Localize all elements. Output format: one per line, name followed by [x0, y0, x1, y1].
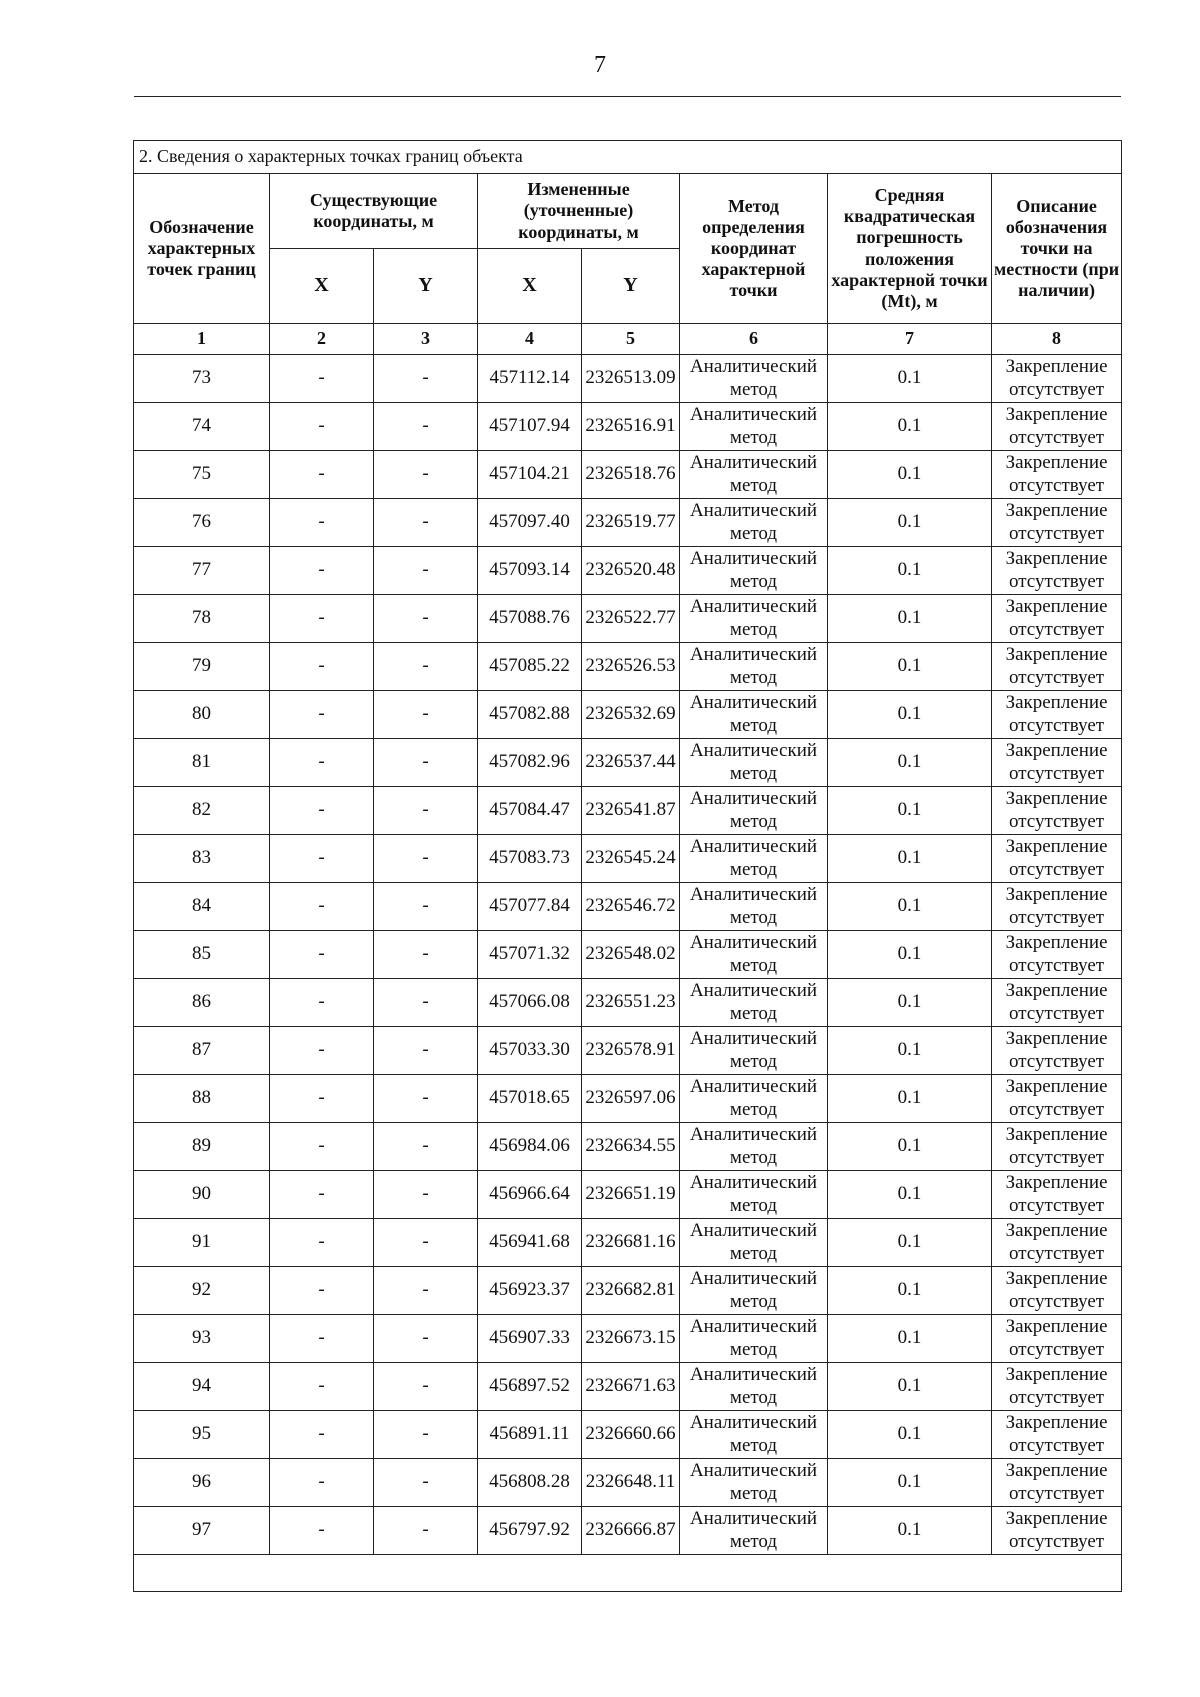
changed-x: 456797.92 — [478, 1507, 582, 1555]
existing-x: - — [270, 883, 374, 931]
changed-x: 457088.76 — [478, 595, 582, 643]
method: Аналитический метод — [680, 1411, 828, 1459]
header-point-designation: Обозначение характерных точек границ — [134, 174, 270, 324]
existing-x: - — [270, 739, 374, 787]
table-row — [134, 595, 1122, 643]
changed-y: 2326522.77 — [582, 595, 680, 643]
mean-error: 0.1 — [828, 1411, 992, 1459]
method: Аналитический метод — [680, 1123, 828, 1171]
column-number: 1 — [134, 324, 270, 355]
existing-x: - — [270, 1075, 374, 1123]
changed-y: 2326546.72 — [582, 883, 680, 931]
point-id: 76 — [134, 499, 270, 547]
table-row — [134, 355, 1122, 403]
changed-x: 457093.14 — [478, 547, 582, 595]
existing-x: - — [270, 1123, 374, 1171]
existing-y: - — [374, 691, 478, 739]
point-id: 87 — [134, 1027, 270, 1075]
changed-y: 2326682.81 — [582, 1267, 680, 1315]
changed-y: 2326651.19 — [582, 1171, 680, 1219]
description: Закрепление отсутствует — [992, 787, 1122, 835]
mean-error: 0.1 — [828, 1315, 992, 1363]
table-row — [134, 1123, 1122, 1171]
mean-error: 0.1 — [828, 787, 992, 835]
point-id: 89 — [134, 1123, 270, 1171]
existing-x: - — [270, 355, 374, 403]
table-row — [134, 1027, 1122, 1075]
changed-y: 2326516.91 — [582, 403, 680, 451]
description: Закрепление отсутствует — [992, 931, 1122, 979]
existing-y: - — [374, 979, 478, 1027]
method: Аналитический метод — [680, 931, 828, 979]
existing-x: - — [270, 1459, 374, 1507]
changed-y: 2326537.44 — [582, 739, 680, 787]
existing-x: - — [270, 1507, 374, 1555]
column-number: 3 — [374, 324, 478, 355]
header-existing-y: Y — [374, 249, 478, 324]
changed-y: 2326545.24 — [582, 835, 680, 883]
description: Закрепление отсутствует — [992, 355, 1122, 403]
changed-x: 457097.40 — [478, 499, 582, 547]
description: Закрепление отсутствует — [992, 499, 1122, 547]
description: Закрепление отсутствует — [992, 979, 1122, 1027]
changed-x: 457018.65 — [478, 1075, 582, 1123]
changed-x: 456923.37 — [478, 1267, 582, 1315]
point-id: 86 — [134, 979, 270, 1027]
header-rule — [134, 96, 1121, 97]
existing-x: - — [270, 403, 374, 451]
existing-x: - — [270, 1219, 374, 1267]
changed-x: 457112.14 — [478, 355, 582, 403]
existing-x: - — [270, 979, 374, 1027]
table-row — [134, 1267, 1122, 1315]
description: Закрепление отсутствует — [992, 1219, 1122, 1267]
table-row — [134, 691, 1122, 739]
point-id: 95 — [134, 1411, 270, 1459]
existing-y: - — [374, 1267, 478, 1315]
description: Закрепление отсутствует — [992, 451, 1122, 499]
existing-y: - — [374, 403, 478, 451]
changed-y: 2326532.69 — [582, 691, 680, 739]
point-id: 93 — [134, 1315, 270, 1363]
changed-y: 2326548.02 — [582, 931, 680, 979]
changed-y: 2326634.55 — [582, 1123, 680, 1171]
existing-y: - — [374, 643, 478, 691]
existing-y: - — [374, 1171, 478, 1219]
header-existing-coords: Существующие координаты, м — [270, 174, 478, 249]
table-row — [134, 1411, 1122, 1459]
point-id: 77 — [134, 547, 270, 595]
existing-x: - — [270, 1171, 374, 1219]
point-id: 80 — [134, 691, 270, 739]
existing-x: - — [270, 643, 374, 691]
mean-error: 0.1 — [828, 1363, 992, 1411]
description: Закрепление отсутствует — [992, 403, 1122, 451]
mean-error: 0.1 — [828, 1459, 992, 1507]
column-number: 2 — [270, 324, 374, 355]
mean-error: 0.1 — [828, 691, 992, 739]
existing-x: - — [270, 595, 374, 643]
point-id: 85 — [134, 931, 270, 979]
description: Закрепление отсутствует — [992, 691, 1122, 739]
description: Закрепление отсутствует — [992, 1363, 1122, 1411]
point-id: 75 — [134, 451, 270, 499]
point-id: 84 — [134, 883, 270, 931]
method: Аналитический метод — [680, 739, 828, 787]
point-id: 79 — [134, 643, 270, 691]
table-row — [134, 979, 1122, 1027]
changed-y: 2326648.11 — [582, 1459, 680, 1507]
header-description: Описание обозначения точки на местности (при наличии) — [992, 174, 1122, 324]
mean-error: 0.1 — [828, 595, 992, 643]
point-id: 90 — [134, 1171, 270, 1219]
changed-y: 2326513.09 — [582, 355, 680, 403]
table-row — [134, 1171, 1122, 1219]
description: Закрепление отсутствует — [992, 1411, 1122, 1459]
point-id: 97 — [134, 1507, 270, 1555]
existing-x: - — [270, 835, 374, 883]
mean-error: 0.1 — [828, 547, 992, 595]
changed-y: 2326518.76 — [582, 451, 680, 499]
method: Аналитический метод — [680, 499, 828, 547]
changed-y: 2326671.63 — [582, 1363, 680, 1411]
description: Закрепление отсутствует — [992, 643, 1122, 691]
point-id: 91 — [134, 1219, 270, 1267]
changed-y: 2326597.06 — [582, 1075, 680, 1123]
method: Аналитический метод — [680, 979, 828, 1027]
changed-x: 457082.96 — [478, 739, 582, 787]
header-method: Метод определения координат характерной точки — [680, 174, 828, 324]
table-row — [134, 643, 1122, 691]
changed-y: 2326520.48 — [582, 547, 680, 595]
method: Аналитический метод — [680, 1507, 828, 1555]
description: Закрепление отсутствует — [992, 595, 1122, 643]
mean-error: 0.1 — [828, 355, 992, 403]
changed-x: 457082.88 — [478, 691, 582, 739]
mean-error: 0.1 — [828, 1267, 992, 1315]
changed-x: 457071.32 — [478, 931, 582, 979]
changed-y: 2326526.53 — [582, 643, 680, 691]
changed-x: 457084.47 — [478, 787, 582, 835]
column-number: 8 — [992, 324, 1122, 355]
existing-y: - — [374, 1507, 478, 1555]
changed-y: 2326541.87 — [582, 787, 680, 835]
point-id: 81 — [134, 739, 270, 787]
existing-y: - — [374, 1315, 478, 1363]
table-footer-empty-row — [134, 1555, 1122, 1592]
existing-y: - — [374, 1075, 478, 1123]
existing-x: - — [270, 931, 374, 979]
mean-error: 0.1 — [828, 403, 992, 451]
existing-y: - — [374, 1219, 478, 1267]
description: Закрепление отсутствует — [992, 1027, 1122, 1075]
description: Закрепление отсутствует — [992, 547, 1122, 595]
point-id: 94 — [134, 1363, 270, 1411]
existing-y: - — [374, 595, 478, 643]
method: Аналитический метод — [680, 1219, 828, 1267]
existing-x: - — [270, 1411, 374, 1459]
table-row — [134, 403, 1122, 451]
mean-error: 0.1 — [828, 451, 992, 499]
existing-y: - — [374, 1363, 478, 1411]
existing-x: - — [270, 1363, 374, 1411]
method: Аналитический метод — [680, 547, 828, 595]
mean-error: 0.1 — [828, 931, 992, 979]
description: Закрепление отсутствует — [992, 1507, 1122, 1555]
mean-error: 0.1 — [828, 1219, 992, 1267]
changed-x: 457033.30 — [478, 1027, 582, 1075]
column-number: 6 — [680, 324, 828, 355]
mean-error: 0.1 — [828, 739, 992, 787]
mean-error: 0.1 — [828, 1123, 992, 1171]
table-row — [134, 787, 1122, 835]
method: Аналитический метод — [680, 355, 828, 403]
table-row — [134, 1315, 1122, 1363]
header-changed-x: X — [478, 249, 582, 324]
point-id: 78 — [134, 595, 270, 643]
method: Аналитический метод — [680, 1315, 828, 1363]
description: Закрепление отсутствует — [992, 883, 1122, 931]
changed-x: 456808.28 — [478, 1459, 582, 1507]
mean-error: 0.1 — [828, 1171, 992, 1219]
method: Аналитический метод — [680, 691, 828, 739]
method: Аналитический метод — [680, 883, 828, 931]
point-id: 83 — [134, 835, 270, 883]
section-title: 2. Сведения о характерных точках границ объекта — [134, 141, 1122, 174]
column-number: 7 — [828, 324, 992, 355]
existing-x: - — [270, 1027, 374, 1075]
changed-x: 456907.33 — [478, 1315, 582, 1363]
mean-error: 0.1 — [828, 835, 992, 883]
method: Аналитический метод — [680, 643, 828, 691]
boundary-points-table — [133, 140, 1122, 1592]
existing-y: - — [374, 739, 478, 787]
method: Аналитический метод — [680, 1075, 828, 1123]
mean-error: 0.1 — [828, 1027, 992, 1075]
method: Аналитический метод — [680, 1171, 828, 1219]
existing-y: - — [374, 931, 478, 979]
description: Закрепление отсутствует — [992, 1171, 1122, 1219]
point-id: 74 — [134, 403, 270, 451]
description: Закрепление отсутствует — [992, 1075, 1122, 1123]
column-number: 4 — [478, 324, 582, 355]
changed-x: 456984.06 — [478, 1123, 582, 1171]
changed-x: 457104.21 — [478, 451, 582, 499]
existing-x: - — [270, 499, 374, 547]
header-existing-x: X — [270, 249, 374, 324]
description: Закрепление отсутствует — [992, 1123, 1122, 1171]
table-row — [134, 547, 1122, 595]
table-row — [134, 1459, 1122, 1507]
changed-x: 457085.22 — [478, 643, 582, 691]
changed-y: 2326673.15 — [582, 1315, 680, 1363]
existing-y: - — [374, 1027, 478, 1075]
mean-error: 0.1 — [828, 499, 992, 547]
changed-x: 456891.11 — [478, 1411, 582, 1459]
changed-y: 2326681.16 — [582, 1219, 680, 1267]
description: Закрепление отсутствует — [992, 1315, 1122, 1363]
table-row — [134, 1363, 1122, 1411]
page-number: 7 — [594, 52, 606, 78]
mean-error: 0.1 — [828, 1075, 992, 1123]
header-changed-y: Y — [582, 249, 680, 324]
description: Закрепление отсутствует — [992, 835, 1122, 883]
existing-y: - — [374, 547, 478, 595]
description: Закрепление отсутствует — [992, 1459, 1122, 1507]
method: Аналитический метод — [680, 787, 828, 835]
existing-y: - — [374, 1459, 478, 1507]
changed-x: 457077.84 — [478, 883, 582, 931]
description: Закрепление отсутствует — [992, 739, 1122, 787]
existing-y: - — [374, 1411, 478, 1459]
changed-x: 457066.08 — [478, 979, 582, 1027]
method: Аналитический метод — [680, 835, 828, 883]
existing-x: - — [270, 451, 374, 499]
changed-y: 2326660.66 — [582, 1411, 680, 1459]
method: Аналитический метод — [680, 1363, 828, 1411]
existing-y: - — [374, 355, 478, 403]
existing-y: - — [374, 451, 478, 499]
method: Аналитический метод — [680, 595, 828, 643]
changed-y: 2326551.23 — [582, 979, 680, 1027]
method: Аналитический метод — [680, 403, 828, 451]
mean-error: 0.1 — [828, 1507, 992, 1555]
table-row — [134, 451, 1122, 499]
table-row — [134, 499, 1122, 547]
changed-x: 457083.73 — [478, 835, 582, 883]
changed-x: 456966.64 — [478, 1171, 582, 1219]
point-id: 88 — [134, 1075, 270, 1123]
changed-y: 2326666.87 — [582, 1507, 680, 1555]
changed-y: 2326578.91 — [582, 1027, 680, 1075]
table-row — [134, 835, 1122, 883]
mean-error: 0.1 — [828, 883, 992, 931]
changed-x: 456941.68 — [478, 1219, 582, 1267]
description: Закрепление отсутствует — [992, 1267, 1122, 1315]
existing-y: - — [374, 883, 478, 931]
table-row — [134, 1075, 1122, 1123]
point-id: 82 — [134, 787, 270, 835]
method: Аналитический метод — [680, 1267, 828, 1315]
existing-x: - — [270, 1315, 374, 1363]
point-id: 92 — [134, 1267, 270, 1315]
existing-x: - — [270, 787, 374, 835]
method: Аналитический метод — [680, 1027, 828, 1075]
table-row — [134, 883, 1122, 931]
existing-x: - — [270, 547, 374, 595]
table-row — [134, 739, 1122, 787]
existing-y: - — [374, 835, 478, 883]
point-id: 96 — [134, 1459, 270, 1507]
existing-y: - — [374, 499, 478, 547]
method: Аналитический метод — [680, 1459, 828, 1507]
column-number: 5 — [582, 324, 680, 355]
table-row — [134, 931, 1122, 979]
header-changed-coords: Измененные (уточненные) координаты, м — [478, 174, 680, 249]
existing-x: - — [270, 691, 374, 739]
header-mean-error: Средняя квадратическая погрешность положения характерной точки (Mt), м — [828, 174, 992, 324]
table-row — [134, 1507, 1122, 1555]
existing-x: - — [270, 1267, 374, 1315]
changed-x: 456897.52 — [478, 1363, 582, 1411]
changed-x: 457107.94 — [478, 403, 582, 451]
existing-y: - — [374, 1123, 478, 1171]
table-row — [134, 1219, 1122, 1267]
mean-error: 0.1 — [828, 979, 992, 1027]
changed-y: 2326519.77 — [582, 499, 680, 547]
method: Аналитический метод — [680, 451, 828, 499]
point-id: 73 — [134, 355, 270, 403]
existing-y: - — [374, 787, 478, 835]
mean-error: 0.1 — [828, 643, 992, 691]
